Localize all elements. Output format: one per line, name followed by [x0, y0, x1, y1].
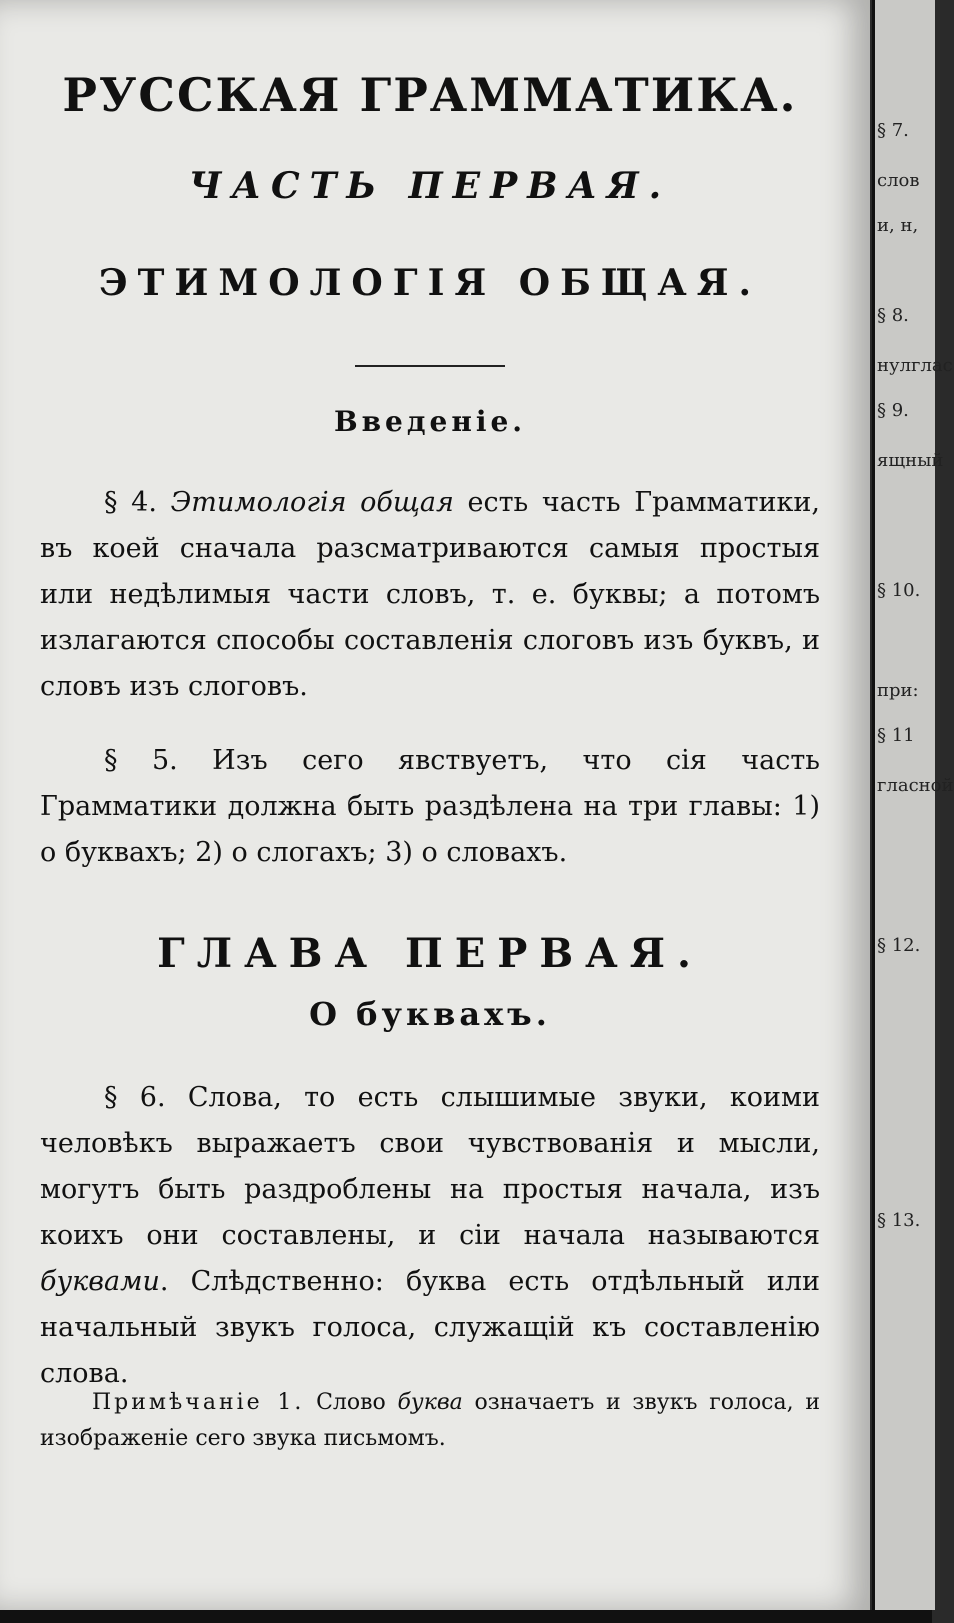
chapter-subtitle: О буквахъ.: [309, 995, 551, 1033]
edge-fragment: § 11: [877, 725, 915, 746]
edge-fragment: нулглас: [877, 355, 953, 376]
footnote-text-b: означаетъ и звукъ голоса, и изображеніе сего звука письмомъ.: [40, 1390, 820, 1451]
edge-fragment: § 12.: [877, 935, 921, 956]
intro-heading: Введеніе.: [333, 405, 527, 438]
scan-bottom-edge: [0, 1610, 932, 1623]
section-title: ЭТИМОЛОГІЯ ОБЩАЯ.: [98, 262, 762, 304]
paragraph-4-term: Этимологія общая: [170, 487, 454, 518]
divider-rule: [355, 365, 505, 367]
edge-fragment: § 8.: [877, 305, 909, 326]
paragraph-6-term: буквами: [40, 1266, 160, 1297]
paragraph-6: [40, 1075, 820, 1397]
edge-fragment: и, н,: [877, 215, 919, 236]
paragraph-5: § 5. Изъ сего явствуетъ, что сія часть Грамматики должна быть раздѣлена на три главы: 1) о буквахъ; 2) о слогахъ; 3) о словахъ.: [40, 745, 820, 868]
footnote-term: буква: [397, 1390, 463, 1415]
paragraph-6-text-a: § 6. Слова, то есть слышимые звуки, коими человѣкъ выражаетъ свои чувствованія и мысли, могутъ быть раздроблены на простыя начала, изъ коихъ они составлены, и сіи начала называются: [40, 1082, 820, 1251]
edge-fragment: § 9.: [877, 400, 909, 421]
part-title: ЧАСТЬ ПЕРВАЯ.: [188, 165, 672, 207]
chapter-title: ГЛАВА ПЕРВАЯ.: [157, 930, 703, 977]
edge-fragment: § 13.: [877, 1210, 921, 1231]
paragraph-4: [40, 480, 820, 710]
edge-fragment: ящный: [877, 450, 944, 471]
paragraph-4-text: есть часть Грамматики, въ коей сначала разсматриваются самыя простыя или недѣлимыя части словъ, т. е. буквы; а потомъ излагаются способы составленія слоговъ изъ буквъ, и словъ изъ слоговъ.: [40, 487, 820, 702]
footnote-text-a: Слово: [304, 1390, 398, 1415]
edge-fragment: гласной: [877, 775, 954, 796]
adjacent-page-edge: [872, 0, 954, 1610]
edge-fragment: § 10.: [877, 580, 921, 601]
edge-fragment: слов: [877, 170, 920, 191]
book-title: РУССКАЯ ГРАММАТИКА.: [62, 68, 798, 122]
edge-fragment: § 7.: [877, 120, 909, 141]
edge-fragment: при:: [877, 680, 919, 701]
footnote-heading: Примѣчаніе 1.: [92, 1390, 305, 1415]
paragraph-6-text-b: . Слѣдственно: буква есть отдѣльный или начальный звукъ голоса, служащій къ составленію слова.: [40, 1266, 820, 1389]
paragraph-4-number: § 4.: [104, 487, 157, 518]
footnote: [40, 1385, 820, 1457]
